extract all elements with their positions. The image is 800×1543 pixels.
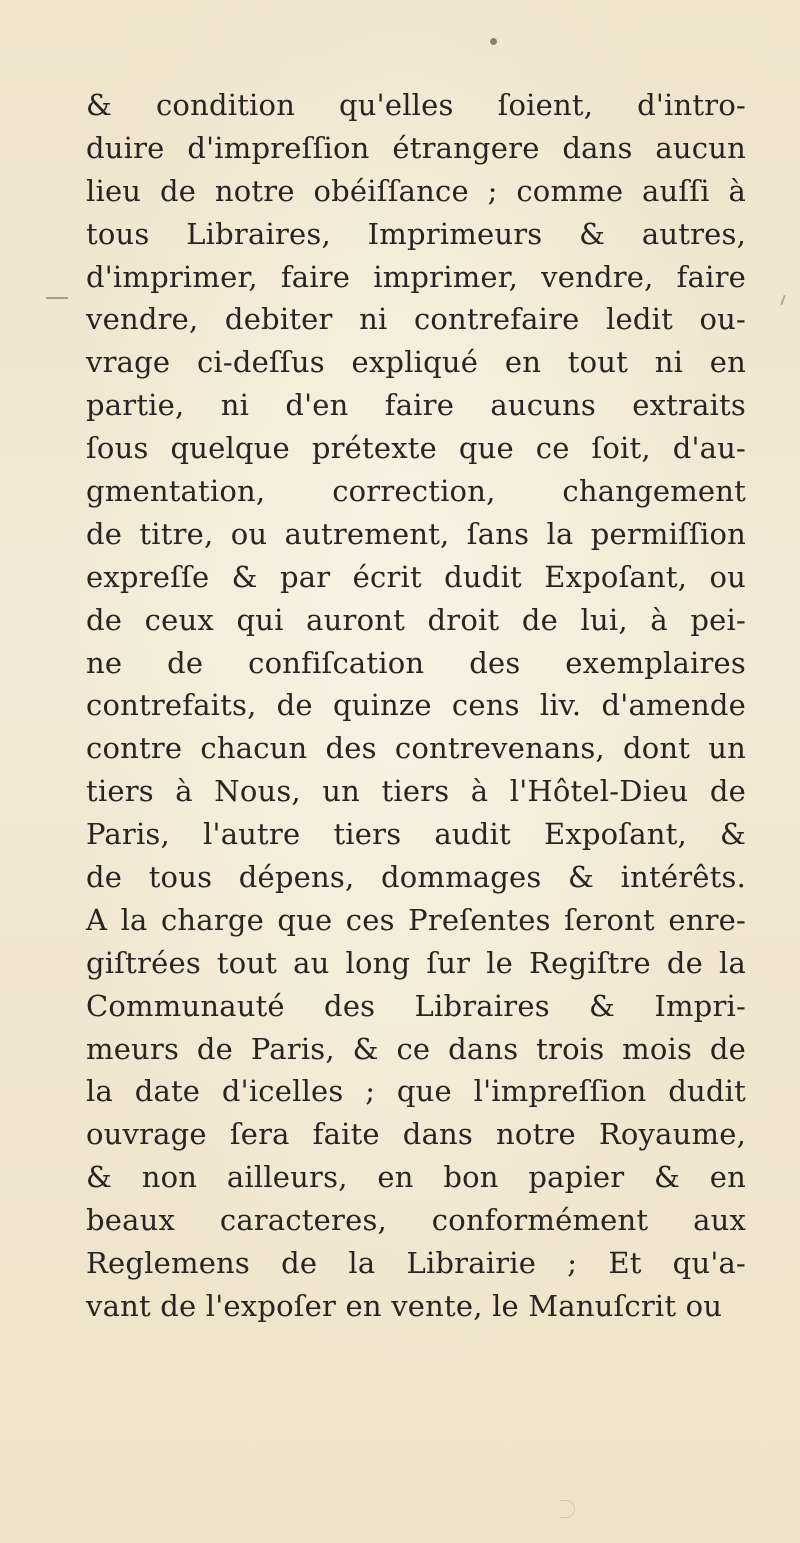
- text-line: beaux caracteres, conformément aux: [86, 1203, 746, 1238]
- text-line: Communauté des Libraires & Impri-: [86, 988, 746, 1023]
- body-text: [86, 84, 746, 1328]
- text-line: ouvrage ſera faite dans notre Royaume,: [86, 1117, 746, 1152]
- text-line: Paris, l'autre tiers audit Expoſant, &: [86, 817, 746, 852]
- text-line: d'imprimer, faire imprimer, vendre, faire: [86, 259, 746, 294]
- text-line: expreſſe & par écrit dudit Expoſant, ou: [86, 559, 746, 594]
- text-line: contrefaits, de quinze cens liv. d'amende: [86, 688, 746, 723]
- text-line: giſtrées tout au long ſur le Regiſtre de la: [86, 945, 746, 980]
- text-line: vant de l'expoſer en vente, le Manuſcrit ou: [86, 1288, 723, 1323]
- text-line: vendre, debiter ni contrefaire ledit ou-: [86, 302, 746, 337]
- text-line: partie, ni d'en faire aucuns extraits: [86, 388, 746, 423]
- ink-dash-mark: [46, 297, 68, 299]
- text-line: meurs de Paris, & ce dans trois mois de: [86, 1031, 746, 1066]
- text-line: A la charge que ces Preſentes ſeront enre-: [86, 902, 746, 937]
- text-line: contre chacun des contrevenans, dont un: [86, 731, 746, 766]
- ink-dot-mark: [490, 38, 497, 45]
- text-line: de tous dépens, dommages & intérêts.: [86, 860, 746, 895]
- ink-tick-mark: [780, 295, 785, 305]
- faint-stain-mark: [560, 1500, 575, 1518]
- text-line: lieu de notre obéiſſance ; comme auſſi à: [86, 173, 746, 208]
- text-line: vrage ci-deſſus expliqué en tout ni en: [86, 345, 746, 380]
- text-line: tous Libraires, Imprimeurs & autres,: [86, 216, 746, 251]
- text-line: de titre, ou autrement, ſans la permiſſion: [86, 516, 746, 551]
- text-line: ne de confiſcation des exemplaires: [86, 645, 746, 680]
- text-line: la date d'icelles ; que l'impreſſion dudit: [86, 1074, 746, 1109]
- text-line: & non ailleurs, en bon papier & en: [86, 1160, 746, 1195]
- text-line: gmentation, correction, changement: [86, 474, 746, 509]
- text-line: & condition qu'elles ſoient, d'intro-: [86, 88, 746, 122]
- text-line: de ceux qui auront droit de lui, à pei-: [86, 602, 746, 637]
- text-line: Reglemens de la Librairie ; Et qu'a-: [86, 1246, 746, 1281]
- text-line: duire d'impreſſion étrangere dans aucun: [86, 130, 746, 165]
- text-line: ſous quelque prétexte que ce ſoit, d'au-: [86, 431, 746, 466]
- text-line: tiers à Nous, un tiers à l'Hôtel-Dieu de: [86, 774, 746, 809]
